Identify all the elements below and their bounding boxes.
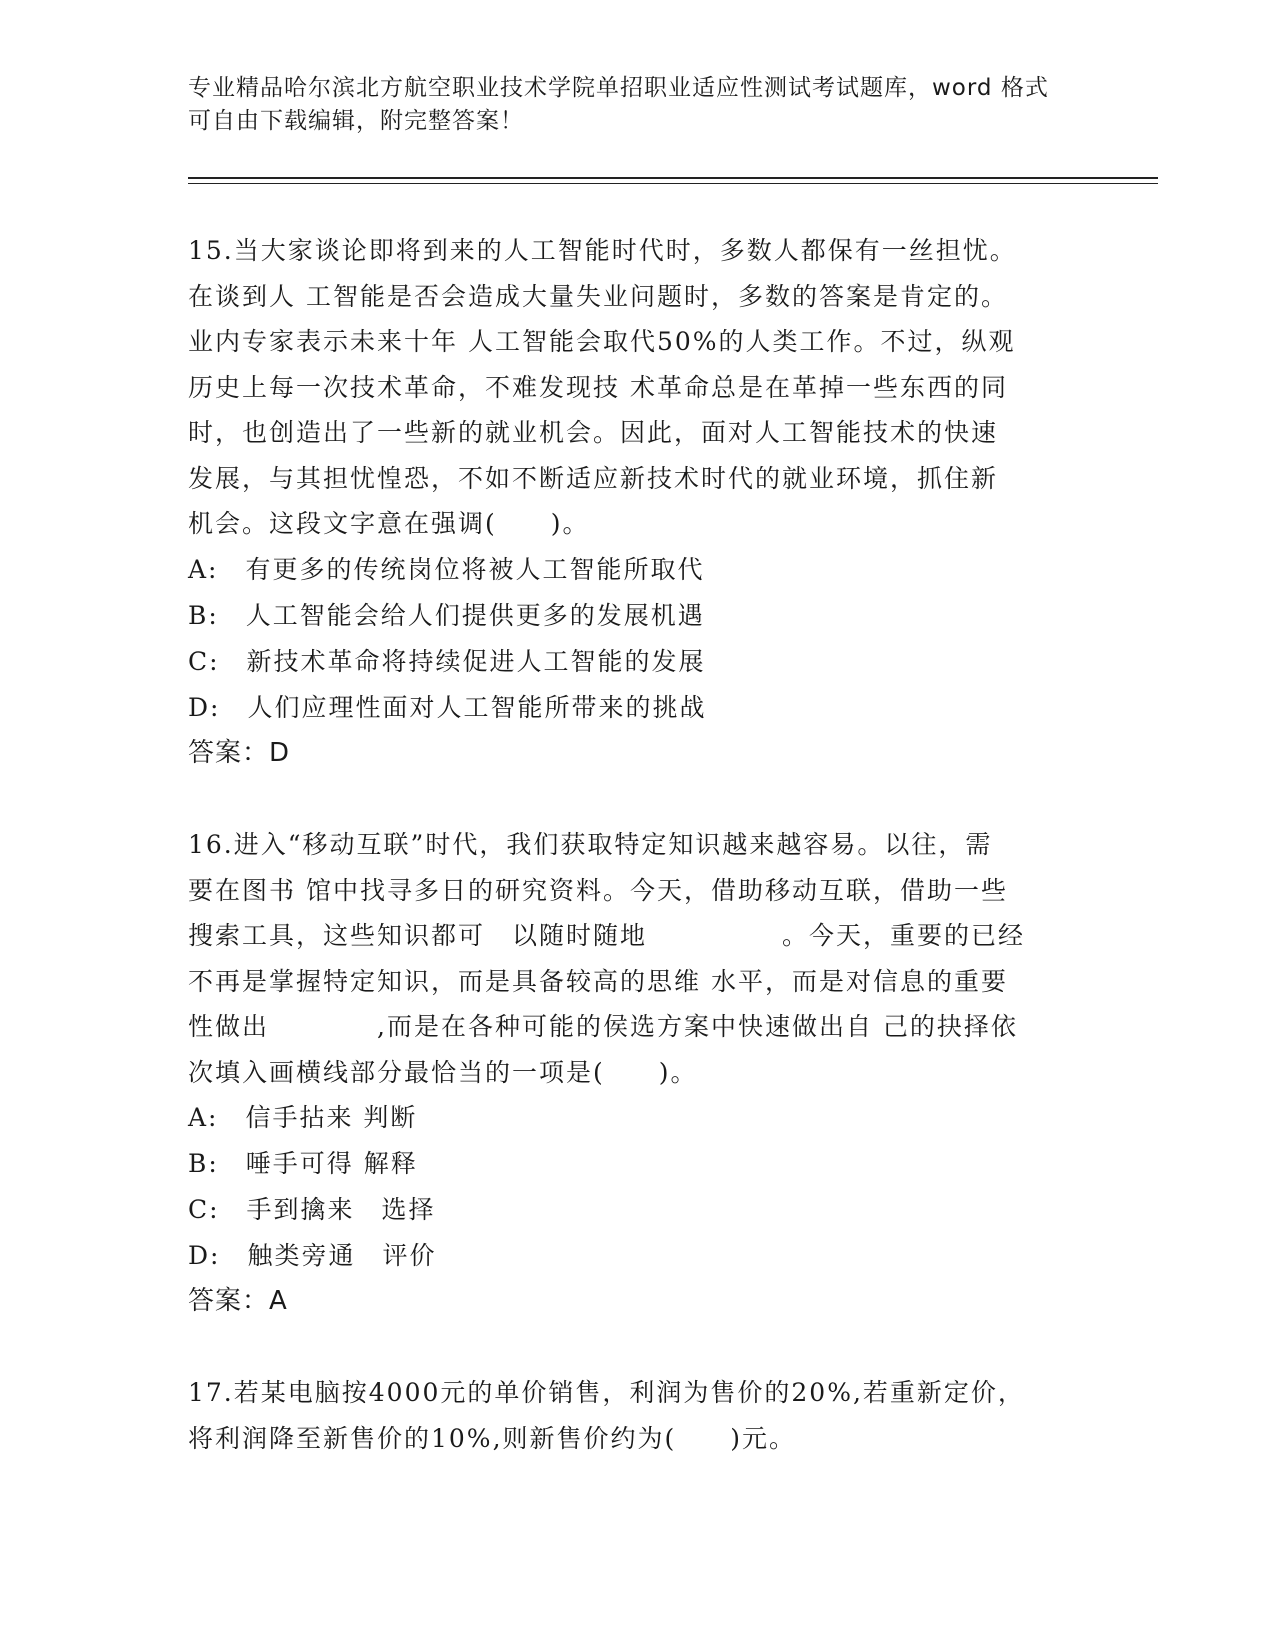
- stem-line: 不再是掌握特定知识，而是具备较高的思维 水平，而是对信息的重要: [188, 966, 1008, 996]
- question-stem: [188, 822, 1088, 1095]
- option-a: A: 信手拈来 判断: [188, 1103, 418, 1132]
- option-d: D: 人们应理性面对人工智能所带来的挑战: [188, 692, 707, 722]
- stem-line: 机会。这段文字意在强调( )。: [188, 509, 590, 538]
- answer-label: 答案：D: [188, 737, 291, 768]
- option-b: B: 人工智能会给人们提供更多的发展机遇: [188, 600, 705, 630]
- stem-line: 业内专家表示未来十年 人工智能会取代50%的人类工作。不过，纵观: [188, 327, 1016, 356]
- stem-line: 性做出 ,而是在各种可能的侯选方案中快速做出自 己的抉择依: [188, 1012, 1018, 1041]
- stem-line: 17.若某电脑按4000元的单价销售，利润为售价的20%,若重新定价，: [188, 1378, 1025, 1407]
- stem-line: 15.当大家谈论即将到来的人工智能时代时，多数人都保有一丝担忧。: [188, 236, 1017, 265]
- header-rule-thick: [188, 177, 1158, 179]
- option-d: D: 触类旁通 评价: [188, 1241, 437, 1270]
- answer-label: 答案：A: [188, 1286, 288, 1316]
- question-15: [188, 228, 1088, 775]
- stem-line: 发展，与其担忧惶恐，不如不断适应新技术时代的就业环境，抓住新: [188, 463, 999, 493]
- option-c: C: 手到擒来 选择: [188, 1195, 436, 1224]
- stem-line: 在谈到人 工智能是否会造成大量失业问题时，多数的答案是肯定的。: [188, 281, 1008, 311]
- header-rule-thin: [188, 183, 1158, 184]
- stem-line: 16.进入“移动互联”时代，我们获取特定知识越来越容易。以往，需: [188, 830, 993, 859]
- stem-line: 要在图书 馆中找寻多日的研究资料。今天，借助移动互联，借助一些: [188, 875, 1008, 905]
- stem-line: 搜索工具，这些知识都可 以随时随地 。今天，重要的已经: [188, 921, 1026, 950]
- header-line-2: 可自由下载编辑，附完整答案！: [188, 108, 524, 134]
- question-stem: [188, 1370, 1088, 1461]
- header-line-1: 专业精品哈尔滨北方航空职业技术学院单招职业适应性测试考试题库，word 格式: [188, 75, 1049, 101]
- document-header: [188, 72, 1068, 138]
- option-a: A: 有更多的传统岗位将被人工智能所取代: [188, 554, 705, 584]
- question-16: [188, 822, 1088, 1323]
- option-b: B: 唾手可得 解释: [188, 1149, 418, 1178]
- question-stem: [188, 228, 1088, 547]
- option-c: C: 新技术革命将持续促进人工智能的发展: [188, 646, 706, 676]
- stem-line: 次填入画横线部分最恰当的一项是( )。: [188, 1057, 698, 1087]
- stem-line: 时，也创造出了一些新的就业机会。因此，面对人工智能技术的快速: [188, 418, 999, 447]
- stem-line: 历史上每一次技术革命，不难发现技 术革命总是在革掉一些东西的同: [188, 372, 1008, 402]
- stem-line: 将利润降至新售价的10%,则新售价约为( )元。: [188, 1423, 797, 1453]
- question-17: [188, 1370, 1088, 1461]
